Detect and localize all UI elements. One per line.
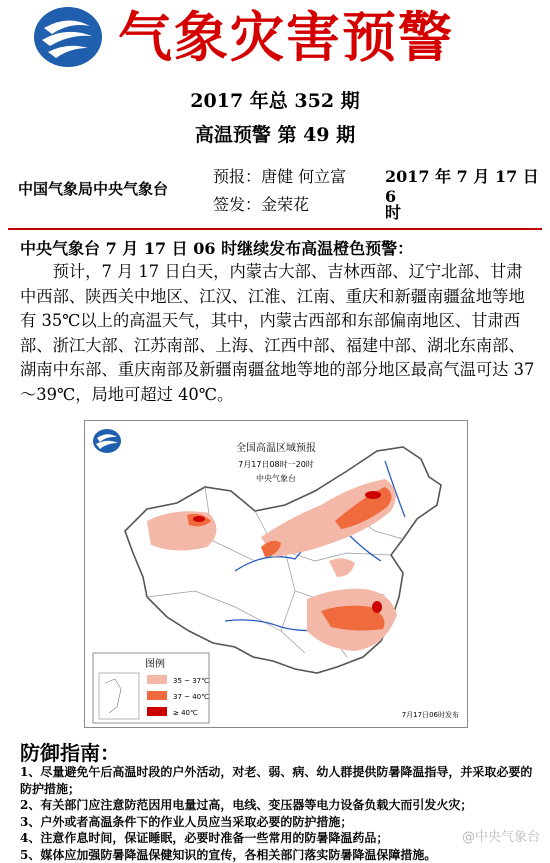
watermark: @中央气象台 bbox=[462, 826, 540, 845]
issue-date-line1: 2017 年 7 月 17 日 6 bbox=[385, 164, 550, 206]
guidance-item: 1、尽量避免午后高温时段的户外活动，对老、弱、病、幼人群提供防暑降温指导，并采取必要的防护措施； bbox=[20, 764, 544, 797]
legend-label-3: ≥ 40℃ bbox=[173, 709, 198, 717]
issue-number: 2017 年总 352 期 bbox=[0, 86, 550, 113]
forecaster: 预报：唐健 何立富 bbox=[213, 164, 346, 187]
map-title: 全国高温区域预报 bbox=[236, 441, 316, 454]
map-time-range: 7月17日08时一20时 bbox=[238, 459, 314, 469]
header bbox=[0, 0, 550, 80]
map-footer: 7月17日06时发布 bbox=[402, 710, 459, 719]
legend-swatch-2 bbox=[147, 691, 167, 700]
heat-forecast-map bbox=[84, 420, 468, 728]
legend-label-1: 35 ~ 37℃ bbox=[173, 677, 209, 685]
cma-logo-icon bbox=[30, 4, 106, 70]
bulletin-body: 预计，7 月 17 日白天，内蒙古大部、吉林西部、辽宁北部、甘肃中西部、陕西关中地区、江汉、江淮、江南、重庆和新疆南疆盆地等地有 35℃以上的高温天气，其中，内蒙古西部和东部偏南地区、甘肃西部、浙江大部、江苏南部、上海、江西中部、福建中部、湖北东南部、湖南中东部、重庆南部及新疆南疆盆地等地的部分地区最高气温可达 37～39℃，局地可超过 40℃。 bbox=[20, 260, 536, 407]
main-title: 气象灾害预警 bbox=[118, 4, 538, 70]
guidance-list bbox=[20, 764, 544, 863]
guidance-item: 5、媒体应加强防暑降温保健知识的宣传，各相关部门落实防暑降温保障措施。 bbox=[20, 847, 544, 863]
guidance-title: 防御指南： bbox=[20, 737, 120, 766]
legend-label-2: 37 ~ 40℃ bbox=[173, 693, 209, 701]
agency-name: 中国气象局中央气象台 bbox=[18, 178, 168, 199]
meta-block bbox=[0, 158, 550, 220]
issue-date-line2: 时 bbox=[385, 200, 401, 223]
guidance-item: 4、注意作息时间，保证睡眠，必要时准备一些常用的防暑降温药品； bbox=[20, 830, 544, 847]
guidance-item: 2、有关部门应注意防范因用电量过高，电线、变压器等电力设备负载大而引发火灾； bbox=[20, 797, 544, 814]
signer: 签发：金荣花 bbox=[213, 192, 309, 215]
legend-swatch-1 bbox=[147, 675, 167, 684]
red-divider bbox=[8, 228, 542, 230]
china-map-svg bbox=[85, 421, 467, 727]
legend-swatch-3 bbox=[147, 707, 167, 716]
guidance-item: 3、户外或者高温条件下的作业人员应当采取必要的防护措施； bbox=[20, 814, 544, 831]
bulletin-headline: 中央气象台 7 月 17 日 06 时继续发布高温橙色预警： bbox=[20, 236, 413, 259]
alert-number: 高温预警 第 49 期 bbox=[0, 120, 550, 147]
map-legend bbox=[93, 653, 209, 723]
map-issuer: 中央气象台 bbox=[256, 473, 296, 483]
map-logo-icon bbox=[93, 429, 121, 453]
legend-title: 图例 bbox=[145, 657, 165, 670]
